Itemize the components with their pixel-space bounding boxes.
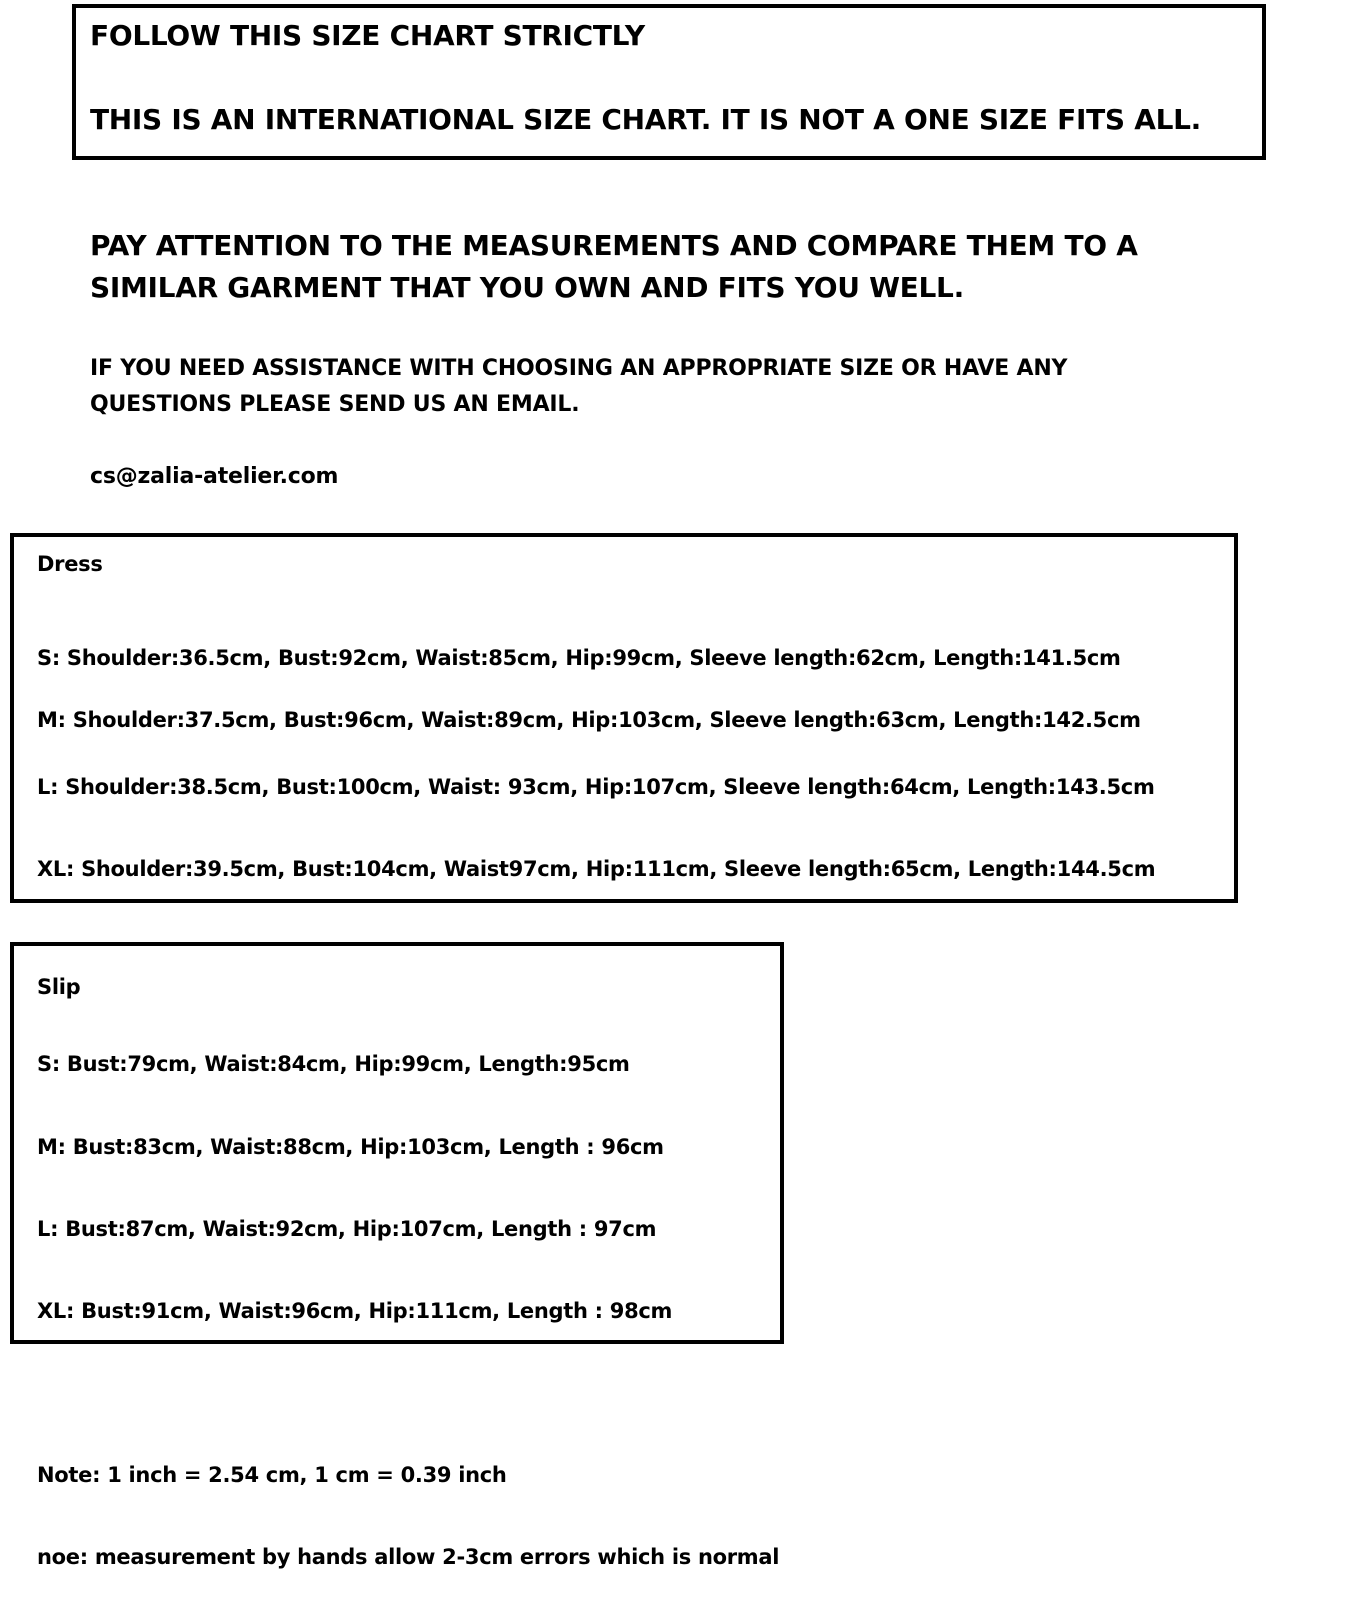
attention-line-1: PAY ATTENTION TO THE MEASUREMENTS AND COMPARE THEM TO A	[90, 229, 1138, 262]
slip-row-s: S: Bust:79cm, Waist:84cm, Hip:99cm, Length:95cm	[37, 1052, 630, 1076]
dress-row-m: M: Shoulder:37.5cm, Bust:96cm, Waist:89cm, Hip:103cm, Sleeve length:63cm, Length:142.5cm	[37, 708, 1141, 732]
contact-email: cs@zalia-atelier.com	[90, 464, 339, 489]
slip-row-m: M: Bust:83cm, Waist:88cm, Hip:103cm, Length : 96cm	[37, 1135, 664, 1159]
assistance-line-1: IF YOU NEED ASSISTANCE WITH CHOOSING AN APPROPRIATE SIZE OR HAVE ANY	[90, 356, 1068, 381]
dress-row-s: S: Shoulder:36.5cm, Bust:92cm, Waist:85cm, Hip:99cm, Sleeve length:62cm, Length:141.5cm	[37, 646, 1121, 670]
slip-title: Slip	[37, 975, 81, 999]
notice-line-2: THIS IS AN INTERNATIONAL SIZE CHART. IT IS NOT A ONE SIZE FITS ALL.	[90, 103, 1202, 136]
dress-row-l: L: Shoulder:38.5cm, Bust:100cm, Waist: 93cm, Hip:107cm, Sleeve length:64cm, Length:143.5cm	[37, 775, 1155, 799]
assistance-line-2: QUESTIONS PLEASE SEND US AN EMAIL.	[90, 392, 580, 417]
dress-title: Dress	[37, 552, 103, 576]
notice-line-1: FOLLOW THIS SIZE CHART STRICTLY	[90, 19, 645, 52]
dress-row-xl: XL: Shoulder:39.5cm, Bust:104cm, Waist97cm, Hip:111cm, Sleeve length:65cm, Length:144.5cm	[37, 857, 1156, 881]
measurement-error-note: noe: measurement by hands allow 2-3cm errors which is normal	[37, 1545, 780, 1569]
slip-row-xl: XL: Bust:91cm, Waist:96cm, Hip:111cm, Length : 98cm	[37, 1299, 673, 1323]
slip-row-l: L: Bust:87cm, Waist:92cm, Hip:107cm, Length : 97cm	[37, 1217, 657, 1241]
attention-line-2: SIMILAR GARMENT THAT YOU OWN AND FITS YOU WELL.	[90, 271, 964, 304]
conversion-note: Note: 1 inch = 2.54 cm, 1 cm = 0.39 inch	[37, 1463, 507, 1487]
